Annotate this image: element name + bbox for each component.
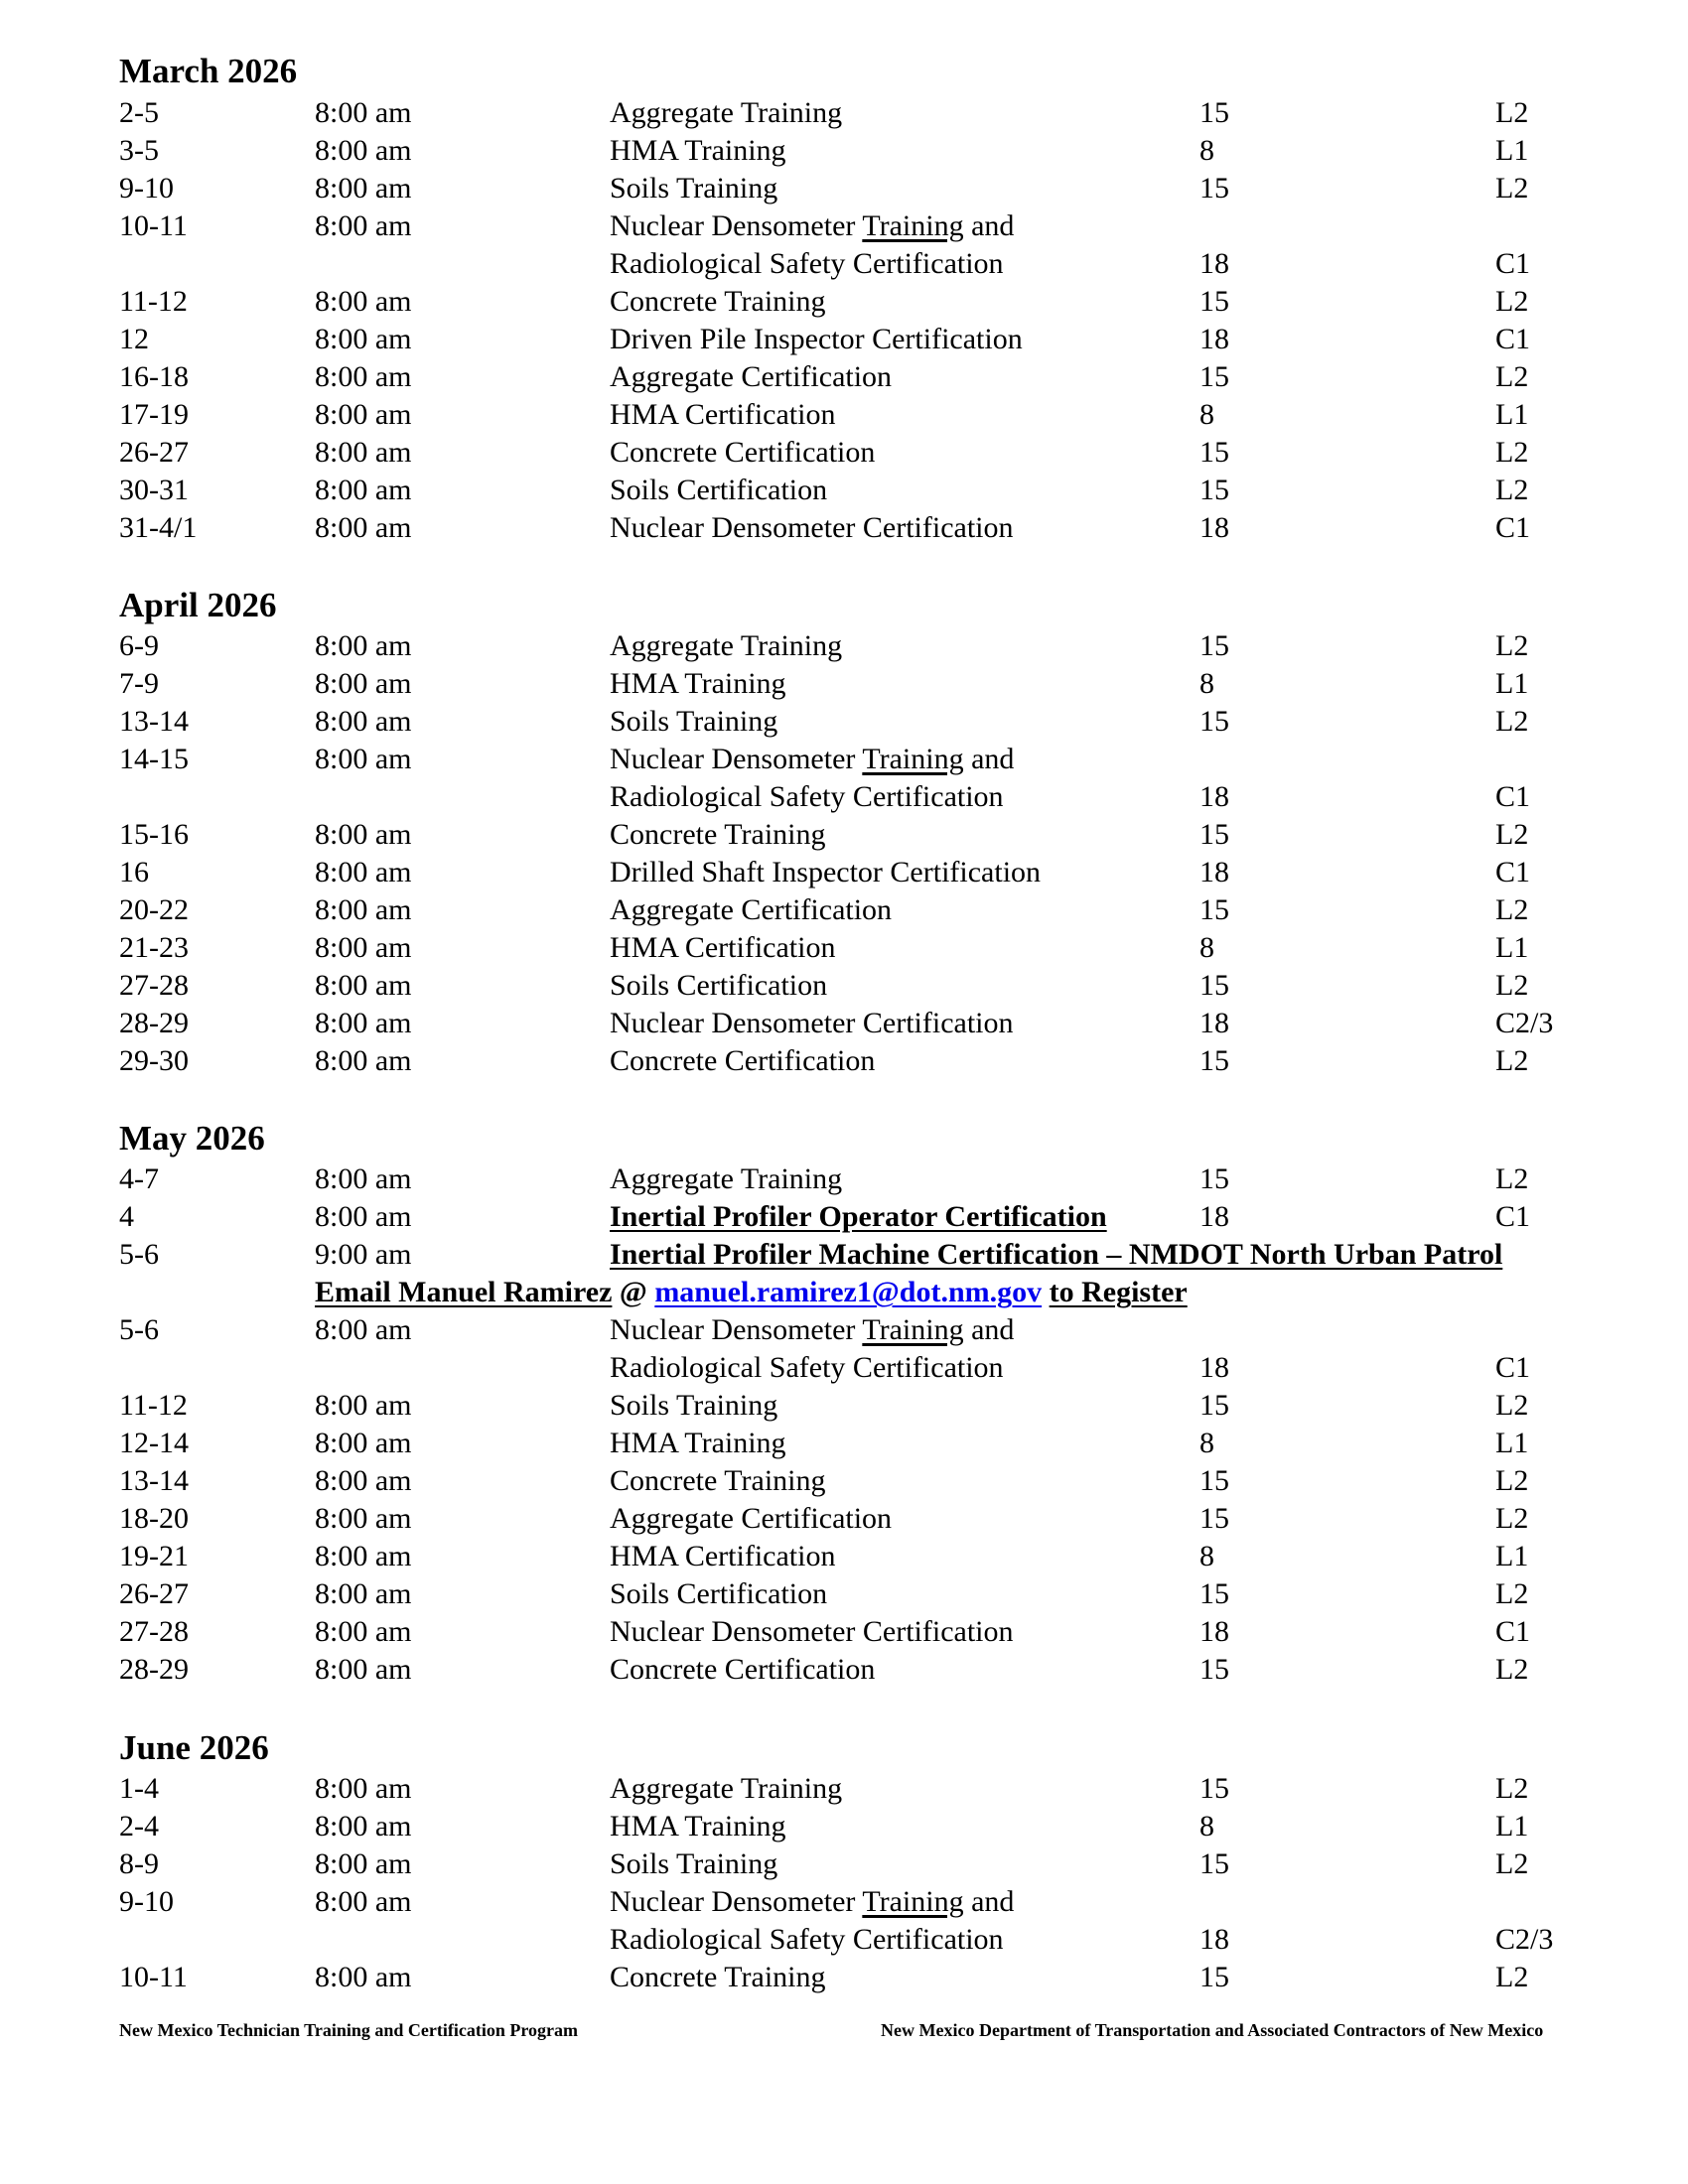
table-row bbox=[0, 472, 1688, 509]
code: L2 bbox=[1495, 705, 1529, 738]
hours: 15 bbox=[1199, 1577, 1229, 1610]
code: L1 bbox=[1495, 134, 1529, 167]
table-row bbox=[0, 1651, 1688, 1689]
hours: 18 bbox=[1199, 1615, 1229, 1648]
time: 8:00 am bbox=[315, 323, 412, 355]
hours: 15 bbox=[1199, 1772, 1229, 1805]
time: 8:00 am bbox=[315, 172, 412, 205]
dates: 17-19 bbox=[119, 398, 189, 431]
table-row bbox=[0, 396, 1688, 434]
code: C1 bbox=[1495, 323, 1531, 355]
hours: 15 bbox=[1199, 436, 1229, 469]
hours: 18 bbox=[1199, 511, 1229, 544]
table-row bbox=[0, 1883, 1688, 1921]
time: 8:00 am bbox=[315, 1961, 412, 1993]
course-line-1 bbox=[610, 1883, 1014, 1921]
table-row bbox=[0, 1538, 1688, 1575]
time: 8:00 am bbox=[315, 96, 412, 129]
registration-text bbox=[315, 1274, 1188, 1311]
code: L2 bbox=[1495, 474, 1529, 506]
code: L2 bbox=[1495, 1961, 1529, 1993]
code: C1 bbox=[1495, 1200, 1531, 1233]
hours: 18 bbox=[1199, 780, 1229, 813]
time: 8:00 am bbox=[315, 511, 412, 544]
hours: 15 bbox=[1199, 1653, 1229, 1686]
code: L2 bbox=[1495, 96, 1529, 129]
hours: 15 bbox=[1199, 1847, 1229, 1880]
table-row bbox=[0, 891, 1688, 929]
dates: 12-14 bbox=[119, 1427, 189, 1459]
code: C2/3 bbox=[1495, 1923, 1554, 1956]
code: L2 bbox=[1495, 1653, 1529, 1686]
dates: 9-10 bbox=[119, 172, 174, 205]
code: L2 bbox=[1495, 893, 1529, 926]
course: HMA Certification bbox=[610, 398, 836, 431]
code: L2 bbox=[1495, 1464, 1529, 1497]
hours: 18 bbox=[1199, 247, 1229, 280]
code: L2 bbox=[1495, 1044, 1529, 1077]
table-row bbox=[0, 929, 1688, 967]
course: Concrete Training bbox=[610, 1961, 826, 1993]
time: 8:00 am bbox=[315, 856, 412, 888]
course-text: and bbox=[963, 209, 1015, 242]
hours: 8 bbox=[1199, 1540, 1214, 1572]
time: 8:00 am bbox=[315, 1044, 412, 1077]
time: 8:00 am bbox=[315, 1313, 412, 1346]
course: Soils Training bbox=[610, 1847, 778, 1880]
table-row bbox=[0, 1198, 1688, 1236]
dates: 2-5 bbox=[119, 96, 159, 129]
dates: 8-9 bbox=[119, 1847, 159, 1880]
code: L2 bbox=[1495, 629, 1529, 662]
dates: 13-14 bbox=[119, 705, 189, 738]
course: Nuclear Densometer Certification bbox=[610, 1007, 1014, 1039]
hours: 15 bbox=[1199, 969, 1229, 1002]
time: 8:00 am bbox=[315, 398, 412, 431]
course: Drilled Shaft Inspector Certification bbox=[610, 856, 1042, 888]
dates: 21-23 bbox=[119, 931, 189, 964]
table-row bbox=[0, 94, 1688, 132]
code: L2 bbox=[1495, 1577, 1529, 1610]
course: Driven Pile Inspector Certification bbox=[610, 323, 1023, 355]
dates: 6-9 bbox=[119, 629, 159, 662]
hours: 15 bbox=[1199, 893, 1229, 926]
course: Soils Training bbox=[610, 1389, 778, 1422]
hours: 8 bbox=[1199, 667, 1214, 700]
time: 8:00 am bbox=[315, 1810, 412, 1843]
table-row bbox=[0, 741, 1688, 778]
time: 8:00 am bbox=[315, 931, 412, 964]
course-line-2: Radiological Safety Certification bbox=[610, 247, 1004, 280]
hours: 18 bbox=[1199, 1007, 1229, 1039]
course: Aggregate Training bbox=[610, 96, 843, 129]
dates: 11-12 bbox=[119, 1389, 188, 1422]
hours: 8 bbox=[1199, 1427, 1214, 1459]
hours: 8 bbox=[1199, 931, 1214, 964]
dates: 28-29 bbox=[119, 1653, 189, 1686]
course-line-2: Radiological Safety Certification bbox=[610, 1923, 1004, 1956]
time: 8:00 am bbox=[315, 134, 412, 167]
table-row bbox=[0, 1005, 1688, 1042]
course-highlighted: Inertial Profiler Operator Certification bbox=[610, 1200, 1107, 1233]
course: HMA Certification bbox=[610, 1540, 836, 1572]
table-row bbox=[0, 967, 1688, 1005]
time: 8:00 am bbox=[315, 818, 412, 851]
dates: 4-7 bbox=[119, 1162, 159, 1195]
dates: 10-11 bbox=[119, 209, 188, 242]
hours: 15 bbox=[1199, 629, 1229, 662]
month-heading-march: March 2026 bbox=[119, 52, 298, 90]
hours: 8 bbox=[1199, 398, 1214, 431]
time: 8:00 am bbox=[315, 1389, 412, 1422]
time: 8:00 am bbox=[315, 1540, 412, 1572]
hours: 18 bbox=[1199, 1923, 1229, 1956]
hours: 15 bbox=[1199, 474, 1229, 506]
dates: 3-5 bbox=[119, 134, 159, 167]
month-heading-may: May 2026 bbox=[119, 1119, 265, 1158]
table-row bbox=[0, 170, 1688, 207]
time: 8:00 am bbox=[315, 1464, 412, 1497]
dates: 1-4 bbox=[119, 1772, 159, 1805]
course-highlighted: Inertial Profiler Machine Certification – NMDOT North Urban Patrol bbox=[610, 1238, 1503, 1271]
table-row bbox=[0, 627, 1688, 665]
hours: 18 bbox=[1199, 1200, 1229, 1233]
code: C1 bbox=[1495, 856, 1531, 888]
dates: 27-28 bbox=[119, 969, 189, 1002]
table-row bbox=[0, 1808, 1688, 1845]
table-row-continuation bbox=[0, 1349, 1688, 1387]
course: Nuclear Densometer Certification bbox=[610, 511, 1014, 544]
code: L2 bbox=[1495, 172, 1529, 205]
table-row bbox=[0, 1236, 1688, 1274]
dates: 7-9 bbox=[119, 667, 159, 700]
time: 8:00 am bbox=[315, 893, 412, 926]
table-row bbox=[0, 1845, 1688, 1883]
time: 8:00 am bbox=[315, 1502, 412, 1535]
code: C1 bbox=[1495, 1351, 1531, 1384]
course-line-2: Radiological Safety Certification bbox=[610, 780, 1004, 813]
code: L2 bbox=[1495, 1502, 1529, 1535]
dates: 18-20 bbox=[119, 1502, 189, 1535]
dates: 10-11 bbox=[119, 1961, 188, 1993]
hours: 15 bbox=[1199, 1162, 1229, 1195]
hours: 15 bbox=[1199, 1044, 1229, 1077]
registration-prefix: Email Manuel Ramirez bbox=[315, 1276, 613, 1308]
table-row bbox=[0, 283, 1688, 321]
time: 8:00 am bbox=[315, 209, 412, 242]
hours: 15 bbox=[1199, 1961, 1229, 1993]
course: Concrete Certification bbox=[610, 436, 876, 469]
code: L2 bbox=[1495, 285, 1529, 318]
time: 8:00 am bbox=[315, 1162, 412, 1195]
dates: 26-27 bbox=[119, 436, 189, 469]
table-row bbox=[0, 1160, 1688, 1198]
code: L2 bbox=[1495, 360, 1529, 393]
code: L2 bbox=[1495, 818, 1529, 851]
code: L1 bbox=[1495, 1427, 1529, 1459]
table-row bbox=[0, 665, 1688, 703]
course: Aggregate Training bbox=[610, 1772, 843, 1805]
course: Concrete Certification bbox=[610, 1653, 876, 1686]
course: Soils Certification bbox=[610, 969, 828, 1002]
course-text: and bbox=[963, 1885, 1015, 1918]
footer-program-name: New Mexico Technician Training and Certification Program bbox=[119, 2020, 578, 2040]
course-text: Nuclear Densometer bbox=[610, 1313, 863, 1346]
dates: 28-29 bbox=[119, 1007, 189, 1039]
course: HMA Certification bbox=[610, 931, 836, 964]
registration-note bbox=[0, 1274, 1688, 1311]
table-row bbox=[0, 1500, 1688, 1538]
dates: 30-31 bbox=[119, 474, 189, 506]
time: 8:00 am bbox=[315, 285, 412, 318]
hours: 18 bbox=[1199, 1351, 1229, 1384]
hours: 8 bbox=[1199, 134, 1214, 167]
code: C1 bbox=[1495, 1615, 1531, 1648]
course: Concrete Certification bbox=[610, 1044, 876, 1077]
code: L1 bbox=[1495, 931, 1529, 964]
time: 9:00 am bbox=[315, 1238, 412, 1271]
course: HMA Training bbox=[610, 1427, 786, 1459]
dates: 16 bbox=[119, 856, 149, 888]
hours: 15 bbox=[1199, 1389, 1229, 1422]
code: L2 bbox=[1495, 1772, 1529, 1805]
footer-organizations: New Mexico Department of Transportation and Associated Contractors of New Mexico bbox=[881, 2020, 1544, 2040]
course-line-1 bbox=[610, 741, 1014, 778]
code: L1 bbox=[1495, 398, 1529, 431]
hours: 18 bbox=[1199, 323, 1229, 355]
time: 8:00 am bbox=[315, 436, 412, 469]
table-row bbox=[0, 434, 1688, 472]
course: Aggregate Training bbox=[610, 1162, 843, 1195]
course: Aggregate Certification bbox=[610, 360, 893, 393]
time: 8:00 am bbox=[315, 1577, 412, 1610]
time: 8:00 am bbox=[315, 1847, 412, 1880]
table-row-continuation bbox=[0, 778, 1688, 816]
time: 8:00 am bbox=[315, 474, 412, 506]
dates: 26-27 bbox=[119, 1577, 189, 1610]
dates: 15-16 bbox=[119, 818, 189, 851]
table-row bbox=[0, 132, 1688, 170]
time: 8:00 am bbox=[315, 1772, 412, 1805]
table-row-continuation bbox=[0, 245, 1688, 283]
time: 8:00 am bbox=[315, 667, 412, 700]
month-heading-june: June 2026 bbox=[119, 1728, 269, 1767]
code: L2 bbox=[1495, 969, 1529, 1002]
table-row bbox=[0, 854, 1688, 891]
code: C1 bbox=[1495, 780, 1531, 813]
course-text-underlined: Training bbox=[862, 1313, 964, 1346]
time: 8:00 am bbox=[315, 705, 412, 738]
dates: 12 bbox=[119, 323, 149, 355]
time: 8:00 am bbox=[315, 1427, 412, 1459]
table-row bbox=[0, 1311, 1688, 1349]
table-row bbox=[0, 207, 1688, 245]
table-row bbox=[0, 1387, 1688, 1425]
dates: 5-6 bbox=[119, 1238, 159, 1271]
course-line-1 bbox=[610, 1311, 1014, 1349]
code: L1 bbox=[1495, 1540, 1529, 1572]
time: 8:00 am bbox=[315, 629, 412, 662]
dates: 11-12 bbox=[119, 285, 188, 318]
course-text-underlined: Training bbox=[862, 209, 964, 242]
table-row bbox=[0, 358, 1688, 396]
course: Concrete Training bbox=[610, 818, 826, 851]
hours: 15 bbox=[1199, 360, 1229, 393]
table-row bbox=[0, 321, 1688, 358]
month-heading-april: April 2026 bbox=[119, 586, 277, 624]
time: 8:00 am bbox=[315, 1007, 412, 1039]
hours: 15 bbox=[1199, 1464, 1229, 1497]
course-text: Nuclear Densometer bbox=[610, 1885, 863, 1918]
course-text-underlined: Training bbox=[862, 1885, 964, 1918]
table-row bbox=[0, 1770, 1688, 1808]
course-text: and bbox=[963, 743, 1015, 775]
table-row bbox=[0, 1959, 1688, 1996]
course: Nuclear Densometer Certification bbox=[610, 1615, 1014, 1648]
table-row bbox=[0, 1042, 1688, 1080]
code: L1 bbox=[1495, 667, 1529, 700]
at-sign: @ bbox=[612, 1276, 655, 1308]
course: Soils Certification bbox=[610, 474, 828, 506]
code: L2 bbox=[1495, 436, 1529, 469]
time: 8:00 am bbox=[315, 1653, 412, 1686]
course: Aggregate Certification bbox=[610, 1502, 893, 1535]
dates: 9-10 bbox=[119, 1885, 174, 1918]
registration-suffix: to Register bbox=[1049, 1276, 1188, 1308]
code: C1 bbox=[1495, 247, 1531, 280]
code: L2 bbox=[1495, 1389, 1529, 1422]
code: L2 bbox=[1495, 1162, 1529, 1195]
dates: 2-4 bbox=[119, 1810, 159, 1843]
table-row bbox=[0, 703, 1688, 741]
code: L2 bbox=[1495, 1847, 1529, 1880]
time: 8:00 am bbox=[315, 969, 412, 1002]
course: HMA Training bbox=[610, 1810, 786, 1843]
dates: 27-28 bbox=[119, 1615, 189, 1648]
code: C2/3 bbox=[1495, 1007, 1554, 1039]
table-row bbox=[0, 1462, 1688, 1500]
dates: 29-30 bbox=[119, 1044, 189, 1077]
code: L1 bbox=[1495, 1810, 1529, 1843]
course-text-underlined: Training bbox=[862, 743, 964, 775]
time: 8:00 am bbox=[315, 743, 412, 775]
dates: 19-21 bbox=[119, 1540, 189, 1572]
course-text: and bbox=[963, 1313, 1015, 1346]
course-text: Nuclear Densometer bbox=[610, 743, 863, 775]
hours: 15 bbox=[1199, 705, 1229, 738]
course: HMA Training bbox=[610, 667, 786, 700]
hours: 18 bbox=[1199, 856, 1229, 888]
time: 8:00 am bbox=[315, 360, 412, 393]
time: 8:00 am bbox=[315, 1885, 412, 1918]
time: 8:00 am bbox=[315, 1615, 412, 1648]
table-row bbox=[0, 1425, 1688, 1462]
dates: 5-6 bbox=[119, 1313, 159, 1346]
hours: 15 bbox=[1199, 285, 1229, 318]
table-row bbox=[0, 509, 1688, 547]
course-line-2: Radiological Safety Certification bbox=[610, 1351, 1004, 1384]
course: HMA Training bbox=[610, 134, 786, 167]
course: Soils Certification bbox=[610, 1577, 828, 1610]
dates: 13-14 bbox=[119, 1464, 189, 1497]
hours: 15 bbox=[1199, 96, 1229, 129]
hours: 15 bbox=[1199, 818, 1229, 851]
course-text: Nuclear Densometer bbox=[610, 209, 863, 242]
dates: 4 bbox=[119, 1200, 134, 1233]
table-row bbox=[0, 816, 1688, 854]
code: C1 bbox=[1495, 511, 1531, 544]
dates: 20-22 bbox=[119, 893, 189, 926]
dates: 16-18 bbox=[119, 360, 189, 393]
table-row-continuation bbox=[0, 1921, 1688, 1959]
hours: 8 bbox=[1199, 1810, 1214, 1843]
time: 8:00 am bbox=[315, 1200, 412, 1233]
dates: 31-4/1 bbox=[119, 511, 198, 544]
course: Soils Training bbox=[610, 705, 778, 738]
table-row bbox=[0, 1613, 1688, 1651]
registration-email-link[interactable]: manuel.ramirez1@dot.nm.gov bbox=[654, 1276, 1043, 1308]
course: Concrete Training bbox=[610, 285, 826, 318]
course: Aggregate Training bbox=[610, 629, 843, 662]
hours: 15 bbox=[1199, 172, 1229, 205]
course: Soils Training bbox=[610, 172, 778, 205]
table-row bbox=[0, 1575, 1688, 1613]
dates: 14-15 bbox=[119, 743, 189, 775]
course: Concrete Training bbox=[610, 1464, 826, 1497]
hours: 15 bbox=[1199, 1502, 1229, 1535]
course: Aggregate Certification bbox=[610, 893, 893, 926]
course-line-1 bbox=[610, 207, 1014, 245]
